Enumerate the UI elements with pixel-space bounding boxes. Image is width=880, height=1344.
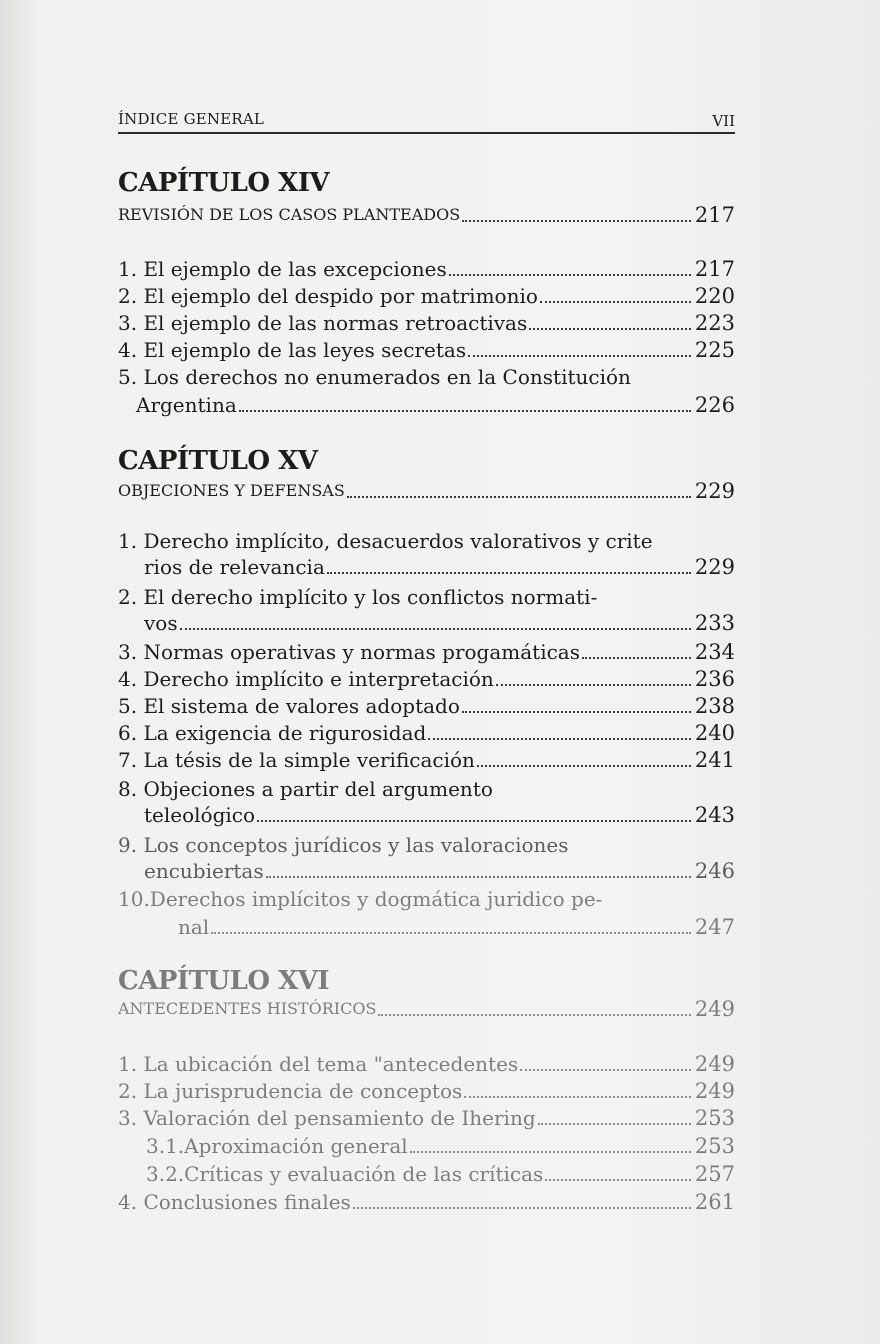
entry-text-line1: 10.Derechos implícitos y dogmática juridico pe- (118, 887, 603, 911)
running-header (118, 106, 735, 134)
entry-text: 3. Normas operativas y normas progamáticas (118, 640, 580, 664)
dot-leader (347, 496, 691, 498)
entry-page: 261 (694, 1190, 735, 1214)
entry-page: 236 (694, 667, 735, 691)
toc-entry (118, 1131, 735, 1159)
entry-text-line1: 5. Los derechos no enumerados en la Constitución (118, 365, 631, 389)
entry-page: 249 (694, 1052, 735, 1076)
entry-text-line1: 9. Los conceptos jurídicos y las valoraciones (118, 833, 569, 857)
chapter-subtitle-row (118, 476, 735, 504)
dot-leader (538, 1123, 691, 1125)
entry-page: 234 (694, 640, 735, 664)
toc-entry (118, 1159, 735, 1187)
entry-page: 226 (694, 393, 735, 417)
entry-text: 4. Derecho implícito e interpretación (118, 667, 494, 691)
entry-text: Argentina (136, 393, 237, 417)
entry-page: 225 (694, 338, 735, 362)
toc-entry (118, 912, 735, 940)
entry-text-line1: 2. El derecho implícito y los conflictos normati- (118, 585, 598, 609)
page-number: VII (712, 112, 735, 130)
entry-page: 223 (694, 311, 735, 335)
dot-leader (180, 628, 691, 630)
dot-leader (428, 738, 691, 740)
entry-page: 229 (694, 479, 735, 503)
toc-entry (118, 691, 735, 719)
dot-leader (462, 220, 691, 222)
toc-entry (118, 552, 735, 580)
entry-text: nal (178, 915, 210, 939)
dot-leader (211, 932, 691, 934)
dot-leader (545, 1179, 691, 1181)
entry-text: teleológico (144, 803, 256, 827)
entry-page: 249 (694, 1079, 735, 1103)
entry-page: 247 (694, 915, 735, 939)
entry-page: 253 (694, 1134, 735, 1158)
entry-text-line1: 8. Objeciones a partir del argumento (118, 777, 493, 801)
chapter-subtitle-row (118, 200, 735, 228)
chapter-title: CAPÍTULO XVI (118, 966, 330, 996)
chapter-subtitle: REVISIÓN DE LOS CASOS PLANTEADOS (118, 205, 461, 224)
dot-leader (449, 274, 691, 276)
toc-entry (118, 718, 735, 746)
toc-entry (118, 608, 735, 636)
dot-leader (477, 765, 691, 767)
dot-leader (520, 1069, 691, 1071)
entry-page: 238 (694, 694, 735, 718)
toc-entry (118, 1076, 735, 1104)
entry-page: 217 (694, 257, 735, 281)
toc-entry (118, 281, 735, 309)
entry-page: 220 (694, 284, 735, 308)
toc-entry (118, 745, 735, 773)
entry-text: 3. El ejemplo de las normas retroactivas (118, 311, 528, 335)
entry-text: 4. El ejemplo de las leyes secretas (118, 338, 467, 362)
entry-page: 217 (694, 203, 735, 227)
toc-entry (118, 1049, 735, 1077)
dot-leader (529, 328, 691, 330)
entry-text: 3.2.Críticas y evaluación de las críticas (146, 1162, 544, 1186)
entry-text: 5. El sistema de valores adoptado (118, 694, 460, 718)
toc-entry (118, 390, 735, 418)
dot-leader (540, 301, 691, 303)
entry-text: 1. El ejemplo de las excepciones (118, 257, 447, 281)
toc-entry (118, 856, 735, 884)
entry-text-line1: 1. Derecho implícito, desacuerdos valorativos y crite (118, 529, 653, 553)
chapter-title: CAPÍTULO XIV (118, 168, 330, 198)
entry-text: 3. Valoración del pensamiento de Ihering (118, 1106, 536, 1130)
toc-entry (118, 800, 735, 828)
dot-leader (582, 657, 691, 659)
entry-text: 7. La tésis de la simple verificación (118, 748, 475, 772)
dot-leader (257, 820, 691, 822)
entry-text: encubiertas (144, 859, 264, 883)
entry-text: 4. Conclusiones finales (118, 1190, 351, 1214)
chapter-subtitle: OBJECIONES Y DEFENSAS (118, 481, 345, 500)
entry-text: rios de relevancia (144, 555, 325, 579)
toc-entry (118, 254, 735, 282)
dot-leader (468, 355, 691, 357)
entry-text: 3.1.Aproximación general (146, 1134, 408, 1158)
chapter-subtitle-row (118, 994, 735, 1022)
toc-entry (118, 664, 735, 692)
toc-entry (118, 1103, 735, 1131)
entry-text: 2. La jurisprudencia de conceptos (118, 1079, 463, 1103)
chapter-subtitle: ANTECEDENTES HISTÓRICOS (118, 999, 377, 1018)
entry-text: 6. La exigencia de rigurosidad (118, 721, 427, 745)
dot-leader (378, 1014, 690, 1016)
entry-page: 240 (694, 721, 735, 745)
dot-leader (239, 410, 691, 412)
dot-leader (266, 876, 691, 878)
entry-page: 257 (694, 1162, 735, 1186)
dot-leader (462, 711, 691, 713)
toc-entry (118, 335, 735, 363)
toc-entry (118, 637, 735, 665)
chapter-title: CAPÍTULO XV (118, 446, 318, 476)
entry-page: 233 (694, 611, 735, 635)
entry-page: 249 (694, 997, 735, 1021)
entry-page: 246 (694, 859, 735, 883)
entry-page: 253 (694, 1106, 735, 1130)
entry-page: 241 (694, 748, 735, 772)
entry-text: vos (144, 611, 178, 635)
entry-text: 2. El ejemplo del despido por matrimonio (118, 284, 538, 308)
dot-leader (353, 1207, 691, 1209)
dot-leader (464, 1096, 691, 1098)
header-title: ÍNDICE GENERAL (118, 110, 265, 128)
toc-entry (118, 308, 735, 336)
entry-text: 1. La ubicación del tema "antecedentes (118, 1052, 519, 1076)
entry-page: 243 (694, 803, 735, 827)
dot-leader (410, 1151, 691, 1153)
toc-entry (118, 1187, 735, 1215)
dot-leader (327, 572, 691, 574)
entry-page: 229 (694, 555, 735, 579)
dot-leader (496, 684, 691, 686)
